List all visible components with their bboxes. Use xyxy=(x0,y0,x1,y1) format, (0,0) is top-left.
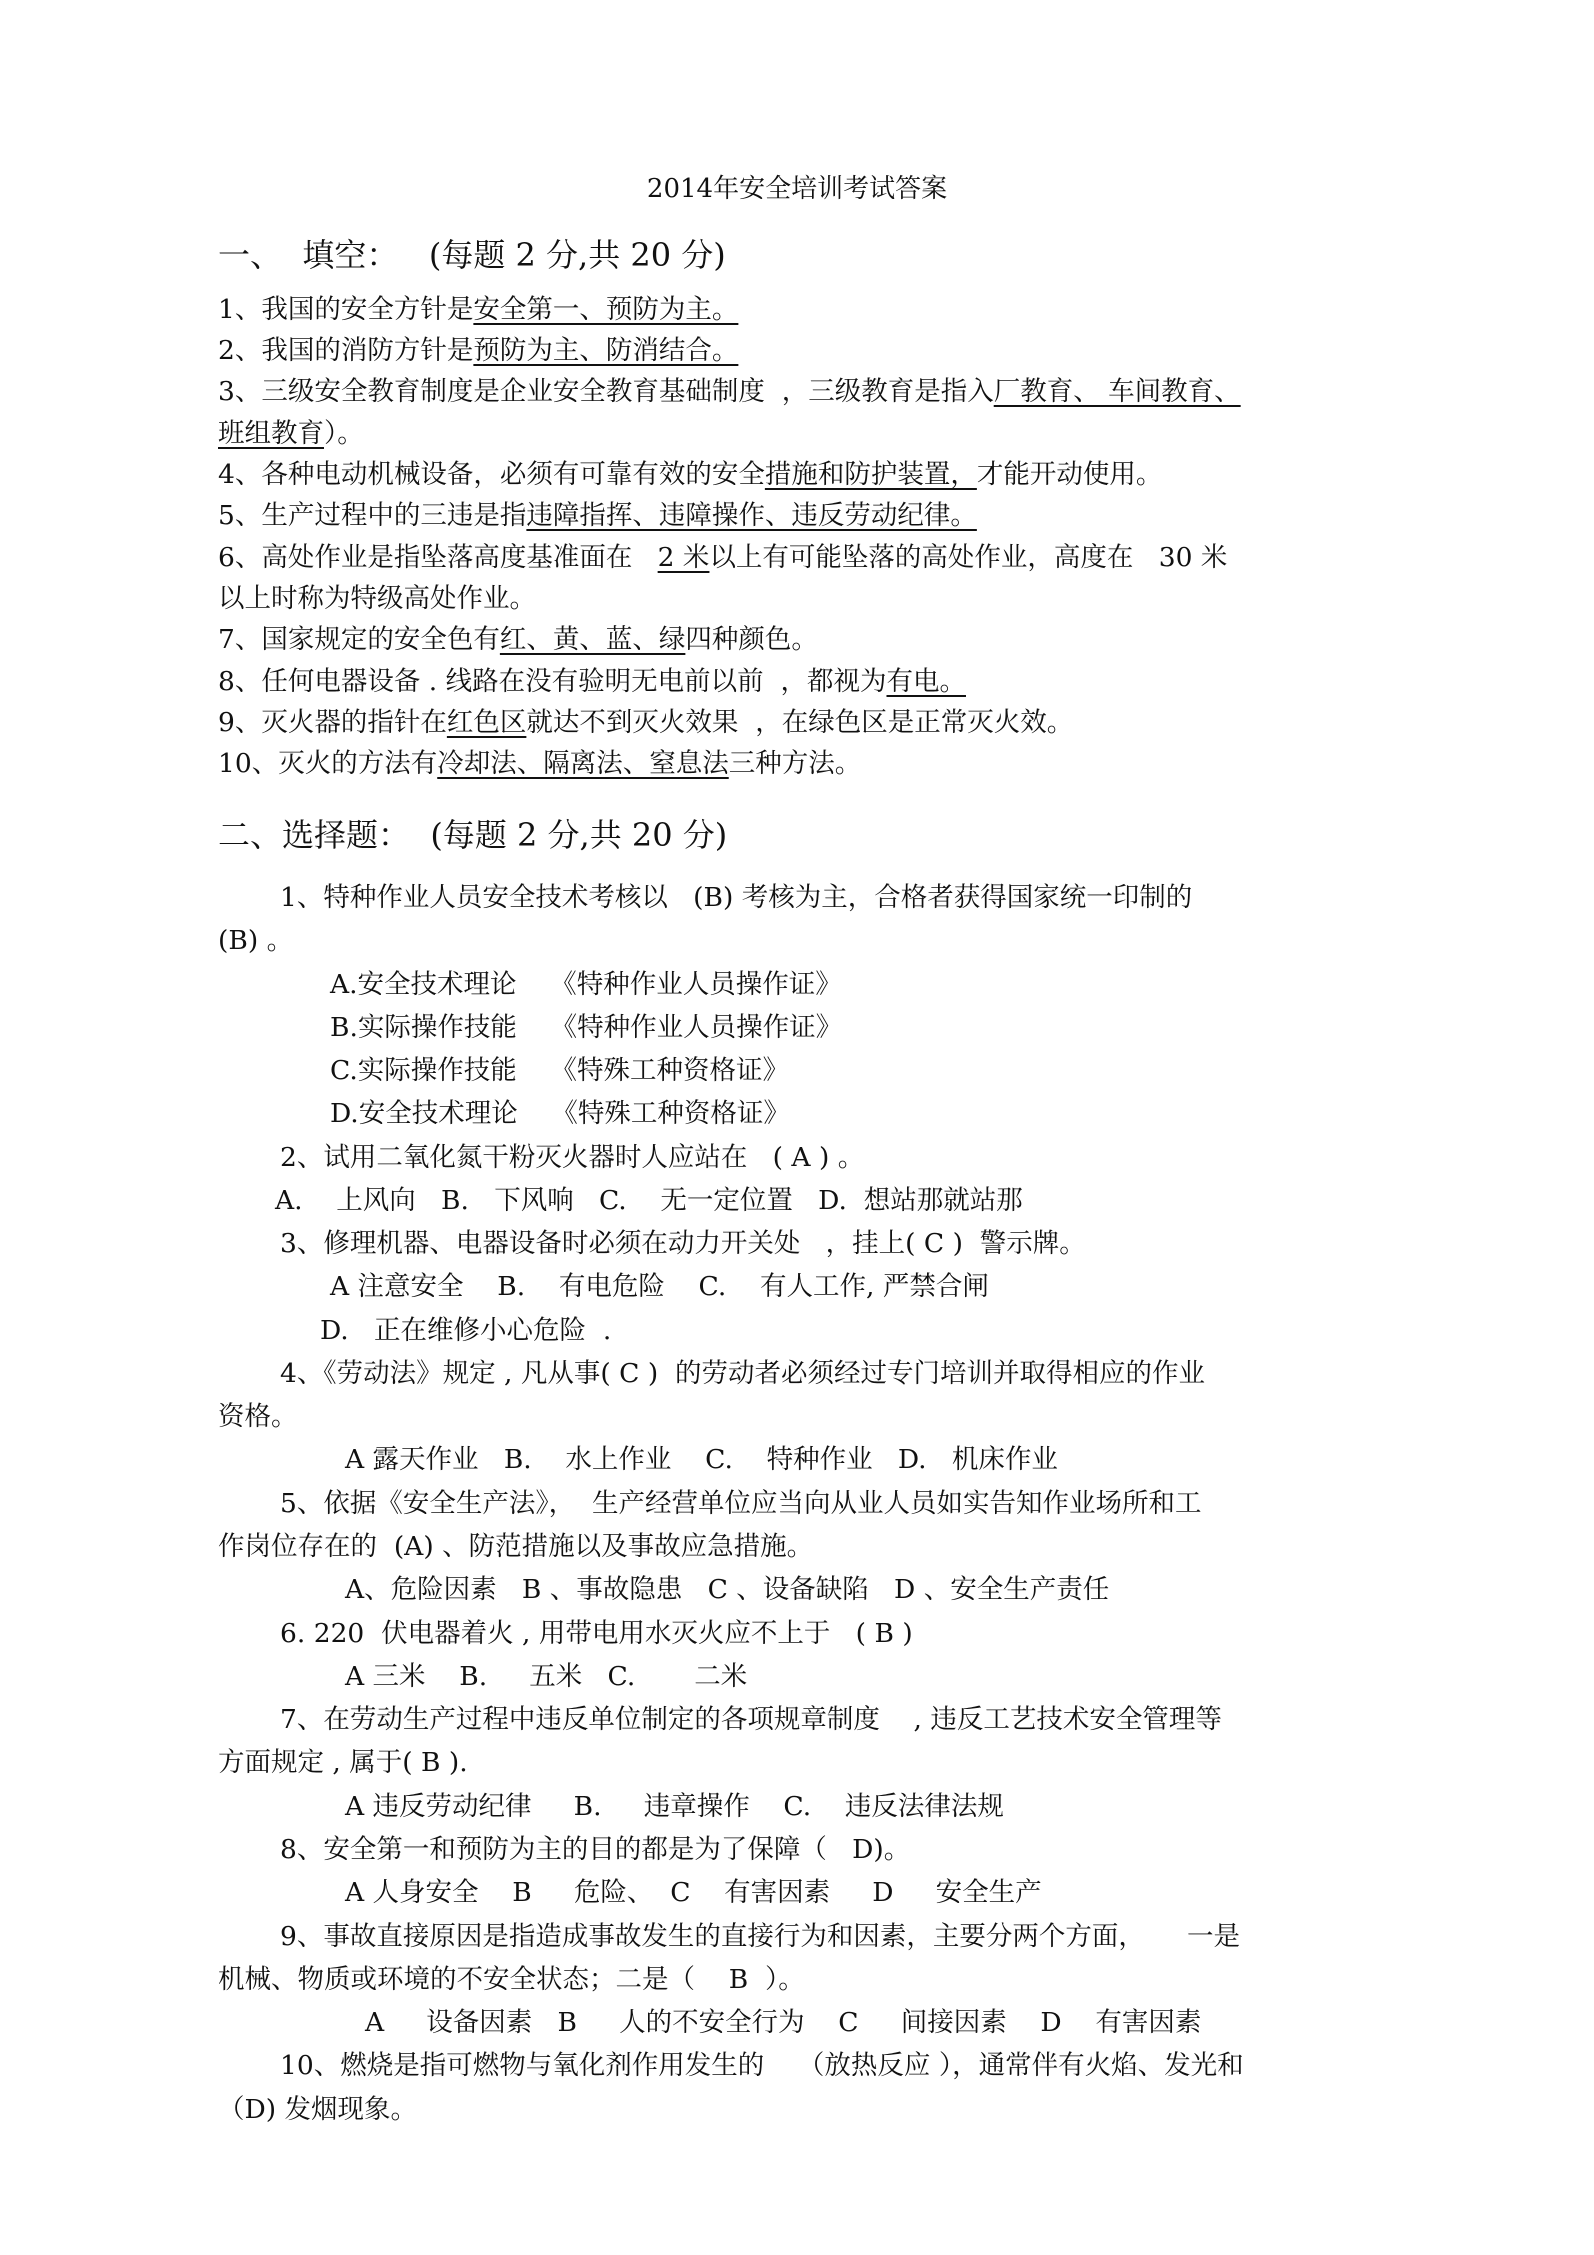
question-text: 10、灭火的方法有 xyxy=(218,748,438,779)
fill-item-line xyxy=(218,748,862,779)
question-text: 8、任何电器设备 . 线路在没有验明无电前以前 ，都视为 xyxy=(218,666,887,697)
answer-text: 2 米 xyxy=(657,542,710,573)
choice-item-line: 10、燃烧是指可燃物与氧化剂作用发生的 （放热反应 ），通常伴有火焰、发光和 xyxy=(280,2050,1244,2081)
choice-item-line: (B) 。 xyxy=(218,925,294,956)
question-text: 3、三级安全教育制度是企业安全教育基础制度 ，三级教育是指入 xyxy=(218,376,994,407)
answer-text: 班组教育 xyxy=(218,418,324,449)
page-title: 2014年安全培训考试答案 xyxy=(646,174,948,204)
fill-item-line xyxy=(218,624,818,655)
answer-text: 有电。 xyxy=(886,666,966,697)
fill-item-line xyxy=(218,542,1228,573)
question-text: 5、生产过程中的三违是指 xyxy=(218,500,527,531)
choice-item-line: A 违反劳动纪律 B. 违章操作 C. 违反法律法规 xyxy=(345,1791,1004,1822)
question-text: 就达不到灭火效果 ，在绿色区是正常灭火效。 xyxy=(526,707,1074,738)
choice-item-line: A. 上风向 B. 下风响 C. 无一定位置 D. 想站那就站那 xyxy=(275,1185,1023,1216)
question-text: 以上时称为特级高处作业。 xyxy=(218,583,536,614)
choice-item-line: A 注意安全 B. 有电危险 C. 有人工作, 严禁合闸 xyxy=(330,1271,989,1302)
choice-item-line: 方面规定 , 属于( B ). xyxy=(218,1747,468,1778)
fill-item-line xyxy=(218,294,739,325)
question-text: 7、国家规定的安全色有 xyxy=(218,624,500,655)
fill-item-line xyxy=(218,666,966,697)
choice-item-line: A 露天作业 B. 水上作业 C. 特种作业 D. 机床作业 xyxy=(345,1444,1058,1475)
question-text: 2、我国的消防方针是 xyxy=(218,335,474,366)
section2-heading: 二、选择题： (每题 2 分,共 20 分) xyxy=(218,816,728,854)
choice-item-line: 1、特种作业人员安全技术考核以 (B) 考核为主，合格者获得国家统一印制的 xyxy=(280,882,1193,913)
section1-heading: 一、 填空： (每题 2 分,共 20 分) xyxy=(218,236,726,274)
choice-item-line: 7、在劳动生产过程中违反单位制定的各项规章制度 , 违反工艺技术安全管理等 xyxy=(280,1704,1222,1735)
choice-item-line: 机械、物质或环境的不安全状态；二是（ B ）。 xyxy=(218,1964,805,1995)
choice-item-line: A.安全技术理论 《特种作业人员操作证》 xyxy=(330,969,842,1000)
fill-item-line xyxy=(218,376,1241,407)
answer-text: 违障指挥、违障操作、违反劳动纪律。 xyxy=(526,500,977,531)
choice-item-line: C.实际操作技能 《特殊工种资格证》 xyxy=(330,1055,789,1086)
question-text: 9、灭火器的指针在 xyxy=(218,707,447,738)
answer-text: 预防为主、防消结合。 xyxy=(473,335,739,366)
choice-item-line: 5、依据《安全生产法》， 生产经营单位应当向从业人员如实告知作业场所和工 xyxy=(280,1488,1202,1519)
fill-item-line xyxy=(218,500,977,531)
choice-item-line: A、危险因素 B 、事故隐患 C 、设备缺陷 D 、安全生产责任 xyxy=(345,1574,1110,1605)
choice-item-line: 作岗位存在的 (A) 、防范措施以及事故应急措施。 xyxy=(218,1531,814,1562)
question-text: 三种方法。 xyxy=(728,748,862,779)
fill-item-line xyxy=(218,459,1163,490)
choice-item-line: 8、安全第一和预防为主的目的都是为了保障（ D)。 xyxy=(280,1834,911,1865)
question-text: 以上有可能坠落的高处作业，高度在 30 米 xyxy=(709,542,1228,573)
question-text: 1、我国的安全方针是 xyxy=(218,294,474,325)
choice-item-line: 3、修理机器、电器设备时必须在动力开关处 ，挂上( C ) 警示牌。 xyxy=(280,1228,1086,1259)
choice-item-line: A 人身安全 B 危险、 C 有害因素 D 安全生产 xyxy=(345,1877,1042,1908)
answer-text: 红色区 xyxy=(446,707,527,738)
choice-item-line: 资格。 xyxy=(218,1401,298,1432)
question-text: 4、各种电动机械设备，必须有可靠有效的安全 xyxy=(218,459,765,490)
choice-item-line: 6. 220 伏电器着火 , 用带电用水灭火应不上于 ( B ) xyxy=(280,1618,913,1649)
answer-text: 措施和防护装置， xyxy=(764,459,977,490)
choice-item-line: A 设备因素 B 人的不安全行为 C 间接因素 D 有害因素 xyxy=(365,2007,1202,2038)
answer-text: 厂教育、 车间教育、 xyxy=(993,376,1241,407)
answer-text: 冷却法、隔离法、窒息法 xyxy=(437,748,729,779)
question-text: 6、高处作业是指坠落高度基准面在 xyxy=(218,542,658,573)
question-text: ）。 xyxy=(324,418,364,449)
choice-item-line: （D) 发烟现象。 xyxy=(218,2094,418,2125)
answer-text: 红、黄、蓝、绿 xyxy=(499,624,686,655)
choice-item-line: 2、试用二氧化氮干粉灭火器时人应站在 ( A ) 。 xyxy=(280,1142,865,1173)
choice-item-line: B.实际操作技能 《特种作业人员操作证》 xyxy=(330,1012,843,1043)
answer-text: 安全第一、预防为主。 xyxy=(473,294,739,325)
choice-item-line: 9、事故直接原因是指造成事故发生的直接行为和因素，主要分两个方面， 一是 xyxy=(280,1921,1240,1952)
choice-item-line: 4、《劳动法》规定 , 凡从事( C ) 的劳动者必须经过专门培训并取得相应的作业 xyxy=(280,1358,1206,1389)
question-text: 才能开动使用。 xyxy=(976,459,1163,490)
fill-item-line xyxy=(218,335,739,366)
fill-item-line xyxy=(218,707,1074,738)
fill-item-line xyxy=(218,418,364,449)
fill-item-line xyxy=(218,583,536,614)
choice-item-line: A 三米 B. 五米 C. 二米 xyxy=(345,1661,748,1692)
choice-item-line: D. 正在维修小心危险 . xyxy=(320,1315,612,1346)
choice-item-line: D.安全技术理论 《特殊工种资格证》 xyxy=(330,1098,790,1129)
question-text: 四种颜色。 xyxy=(685,624,818,655)
